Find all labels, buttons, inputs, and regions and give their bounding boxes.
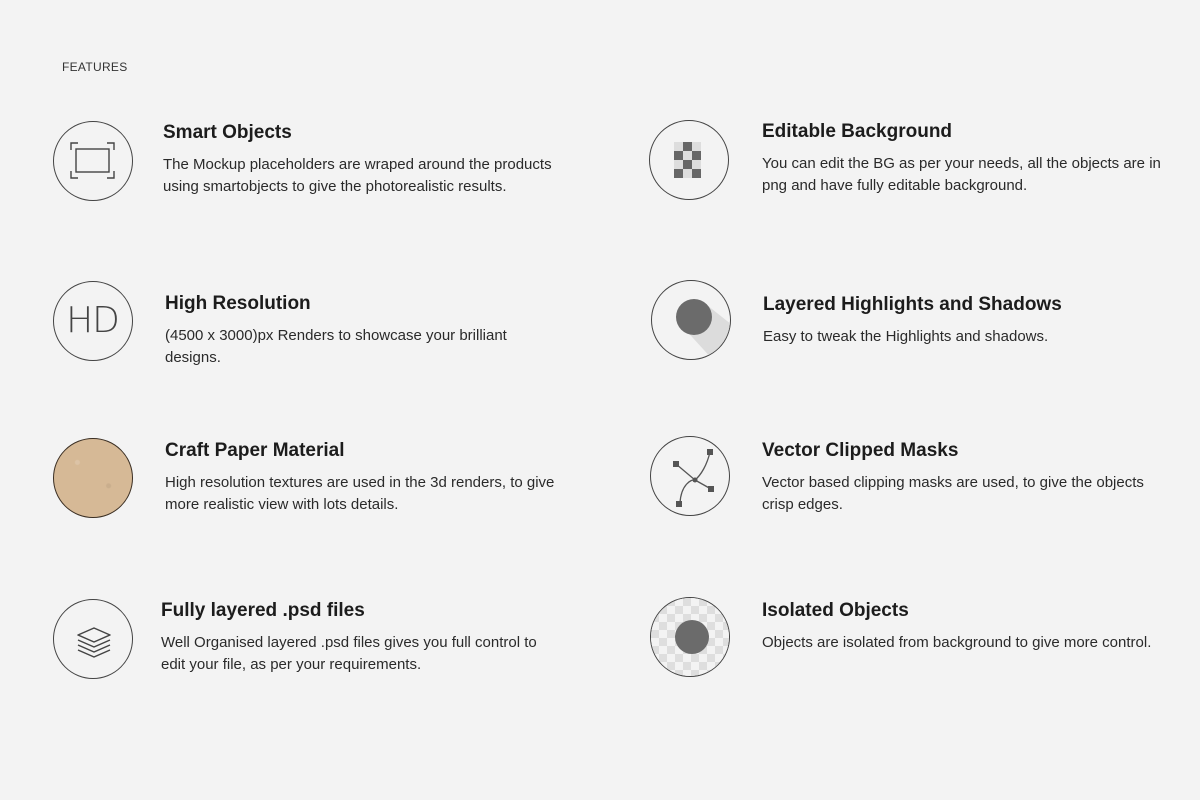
feature-title: Smart Objects bbox=[163, 122, 292, 143]
bezier-icon bbox=[650, 436, 730, 516]
feature-layered-highlights bbox=[651, 293, 1171, 383]
feature-layered-psd bbox=[53, 599, 573, 689]
section-label: FEATURES bbox=[62, 60, 128, 74]
feature-high-resolution bbox=[53, 292, 573, 382]
feature-description: High resolution textures are used in the 3d renders, to give more realistic view with lots details. bbox=[165, 474, 555, 513]
layers-icon bbox=[53, 599, 133, 679]
feature-title: Fully layered .psd files bbox=[161, 600, 365, 621]
feature-description: You can edit the BG as per your needs, all the objects are in png and have fully editable background. bbox=[762, 155, 1161, 194]
isolated-circle-icon bbox=[650, 597, 730, 677]
feature-description: The Mockup placeholders are wraped around the products using smartobjects to give the photorealistic results. bbox=[163, 156, 552, 195]
feature-smart-objects bbox=[53, 121, 573, 211]
feature-description: Well Organised layered .psd files gives you full control to edit your file, as per your requirements. bbox=[161, 634, 537, 673]
shadow-circle-icon bbox=[651, 280, 731, 360]
checker-icon bbox=[649, 120, 729, 200]
feature-craft-paper bbox=[53, 439, 573, 529]
feature-vector-masks bbox=[650, 439, 1170, 529]
feature-title: High Resolution bbox=[165, 293, 311, 314]
feature-isolated-objects bbox=[650, 599, 1170, 689]
feature-title: Layered Highlights and Shadows bbox=[763, 294, 1062, 315]
feature-description: (4500 x 3000)px Renders to showcase your brilliant designs. bbox=[165, 327, 507, 366]
hd-icon-text: HD bbox=[66, 300, 119, 341]
frame-icon bbox=[53, 121, 133, 201]
feature-title: Editable Background bbox=[762, 121, 953, 142]
feature-description: Easy to tweak the Highlights and shadows. bbox=[763, 328, 1049, 345]
craft-paper-icon bbox=[53, 438, 133, 518]
feature-description: Vector based clipping masks are used, to give the objects crisp edges. bbox=[762, 474, 1144, 513]
feature-description: Objects are isolated from background to give more control. bbox=[762, 634, 1152, 651]
feature-title: Craft Paper Material bbox=[165, 440, 345, 461]
feature-title: Vector Clipped Masks bbox=[762, 440, 959, 461]
hd-icon bbox=[53, 281, 133, 361]
feature-title: Isolated Objects bbox=[762, 600, 909, 621]
feature-editable-background bbox=[649, 120, 1169, 210]
